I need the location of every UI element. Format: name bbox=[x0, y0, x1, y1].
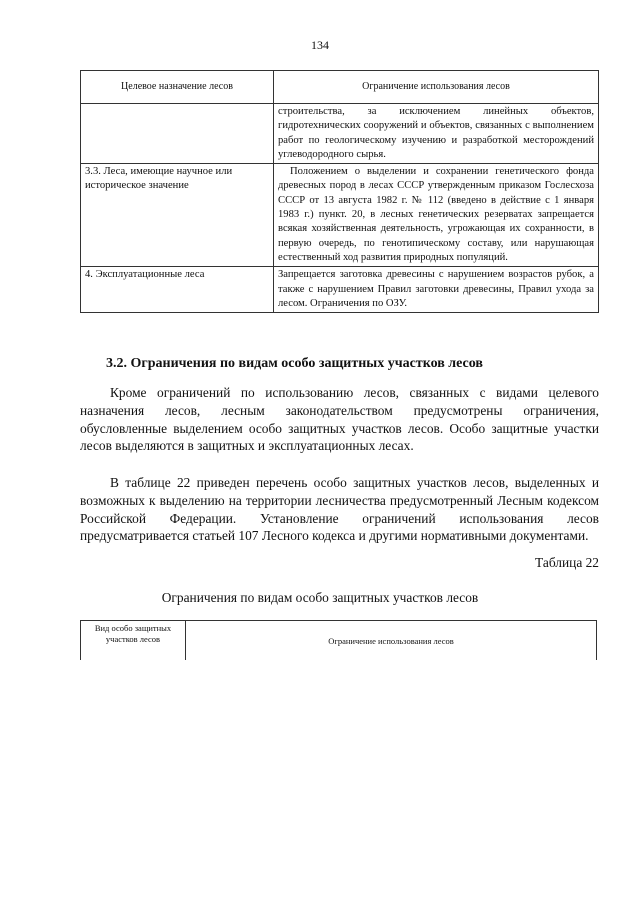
page-number: 134 bbox=[311, 38, 329, 52]
body-paragraph: Кроме ограничений по использованию лесов, связанных с видами целевого назначения лесов, лесным законодательством предусмотрены ограничения, обусловленные выделением особо защитных участков лесов. Особо защитные участки лесов выделяются в защитных и эксплуатационных лесах. bbox=[80, 385, 599, 454]
table-cell-forest-type: 3.3. Леса, имеющие научное или историческое значение bbox=[81, 164, 274, 267]
section-heading: 3.2. Ограничения по видам особо защитных участков лесов bbox=[106, 356, 483, 371]
table-cell-forest-type: 4. Эксплуатационные леса bbox=[81, 267, 274, 313]
column-header-area-type: Вид особо защитных участков лесов bbox=[81, 621, 186, 661]
table-cell-empty bbox=[81, 104, 274, 164]
column-header-restriction: Ограничение использования лесов bbox=[186, 621, 597, 661]
table-title: Ограничения по видам особо защитных участков лесов bbox=[161, 590, 479, 605]
table-header-row bbox=[81, 621, 597, 661]
table-header-row bbox=[81, 71, 599, 104]
table-row bbox=[81, 164, 599, 267]
table-row bbox=[81, 104, 599, 164]
body-paragraph: В таблице 22 приведен перечень особо защитных участков лесов, выделенных и возможных к выделению на территории лесничества предусмотренный Лесным кодексом Российской Федерации. Установление ограничений использования лесов предусматривается статьей 107 Лесного кодекса и другими нормативными документами. bbox=[80, 475, 599, 544]
forest-restrictions-table bbox=[80, 70, 599, 313]
protected-areas-table bbox=[80, 620, 597, 660]
table-cell-restriction: Положением о выделении и сохранении генетического фонда древесных пород в лесах СССР утвержденным приказом Гослесхоза СССР от 13 августа 1982 г. № 112 (введено в действие с 1 января 1983 г.) пункт. 20, в лесных генетических резерватах запрещается всякая хозяйственная деятельность, угрожающая их сохранности, в первую очередь, по генотипическому составу, или нарушающая естественный ход развития природных популяций. bbox=[274, 164, 599, 267]
table-caption: Таблица 22 bbox=[535, 555, 599, 570]
column-header-restriction: Ограничение использования лесов bbox=[274, 71, 599, 104]
table-cell-restriction: Запрещается заготовка древесины с нарушением возрастов рубок, а также с нарушением Правил заготовки древесины, Правил ухода за лесом. Ограничения по ОЗУ. bbox=[274, 267, 599, 313]
column-header-purpose: Целевое назначение лесов bbox=[81, 71, 274, 104]
table-row bbox=[81, 267, 599, 313]
table-cell-continuation: строительства, за исключением линейных объектов, гидротехнических сооружений и объектов, связанных с выполнением работ по геологическому изучению и разработкой месторождений углеводородного сырья. bbox=[274, 104, 599, 164]
